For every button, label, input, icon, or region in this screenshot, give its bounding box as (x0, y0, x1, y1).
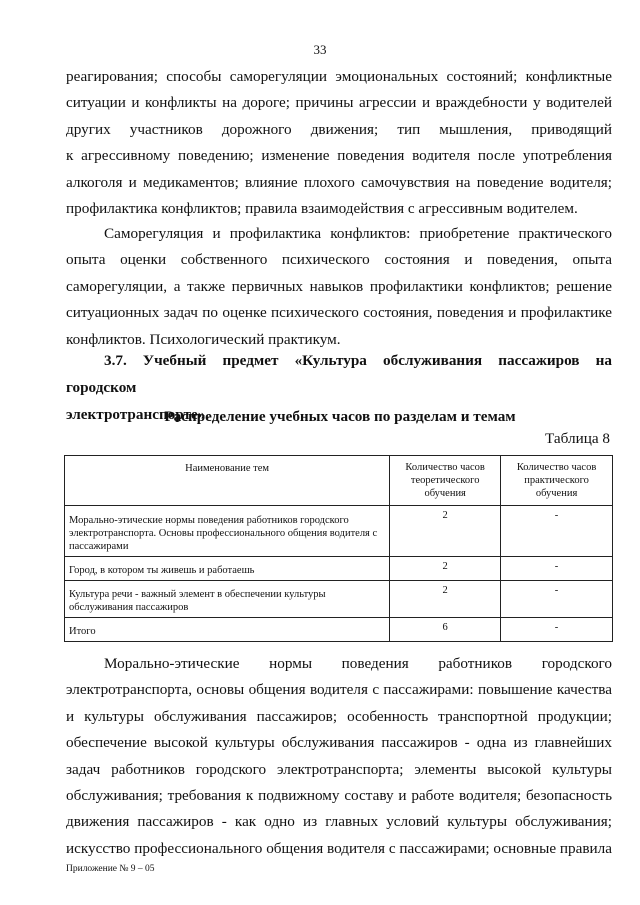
text-line: других участников дорожного движения; тип мышления, приводящий (66, 120, 612, 138)
paragraph-3 (66, 651, 612, 862)
paragraph-1 (66, 64, 612, 222)
text-line: обслуживания; требования к подвижному составу и работе водителя; безопасность (66, 787, 612, 805)
text-line: задач работников городского электротранспорта; элементы высокой культуры (66, 760, 612, 778)
heading-line: электротранспорте». (66, 406, 210, 423)
practice-hours-cell: - (501, 557, 613, 581)
theory-hours-cell: 2 (390, 506, 501, 557)
text-line: Морально-этические нормы поведения работников городского (104, 655, 612, 672)
text-line: Саморегуляция и профилактика конфликтов: приобретение практического (104, 225, 612, 242)
text-line: движения пассажиров - как одно из главных условий культуры обслуживания; (66, 813, 612, 831)
paragraph-2 (66, 221, 612, 353)
text-line: алкоголя и медикаментов; влияние плохого самочувствия на поведение водителя; (66, 173, 612, 191)
hours-table (64, 455, 613, 642)
text-line: и культуры обслуживания пассажиров; особенность транспортной продукции; (66, 707, 612, 725)
text-line: ситуации и конфликты на дороге; причины агрессии и враждебности у водителей (66, 94, 612, 112)
text-line: обеспечение высокой культуры обслуживания пассажиров - одна из главнейших (66, 734, 612, 752)
footer-annex-label: Приложение № 9 – 05 (66, 864, 155, 874)
text-line: ситуационных задач по оценке психического состояния, поведения и профилактике (66, 304, 612, 322)
topic-name-cell: Город, в котором ты живешь и работаешь (65, 557, 390, 581)
theory-hours-cell: 2 (390, 557, 501, 581)
text-line: конфликтов. Психологический практикум. (66, 330, 341, 348)
table-label: Таблица 8 (545, 430, 610, 447)
topic-name-cell: Культура речи - важный элемент в обеспечении культуры обслуживания пассажиров (65, 581, 390, 618)
page-number: 33 (313, 42, 327, 57)
header-topic-name: Наименование тем (65, 456, 390, 506)
heading-line: 3.7. Учебный предмет «Культура обслуживания пассажиров на городском (66, 352, 612, 396)
text-line: к агрессивному поведению; изменение поведения водителя после употребления (66, 147, 612, 165)
table-row (65, 506, 613, 557)
text-line: профилактика конфликтов; правила взаимодействия с агрессивным водителем. (66, 200, 578, 218)
text-line: реагирования; способы саморегуляции эмоциональных состояний; конфликтные (66, 68, 612, 85)
table-total-row (65, 618, 613, 642)
text-line: саморегуляции, а также первичных навыков профилактики конфликтов; решение (66, 277, 612, 295)
total-theory-hours-cell: 6 (390, 618, 501, 642)
header-practice-hours: Количество часов практического обучения (501, 456, 613, 506)
text-line: искусство профессионального общения водителя с пассажирами; основные правила (66, 839, 612, 857)
total-practice-hours-cell: - (501, 618, 613, 642)
practice-hours-cell: - (501, 506, 613, 557)
table-header-row (65, 456, 613, 506)
text-line: опыта оценки собственного психического состояния и поведения, опыта (66, 251, 612, 269)
table-row (65, 581, 613, 618)
topic-name-cell: Морально-этические нормы поведения работников городского электротранспорта. Основы профессионального общения водителя с пассажирами (65, 506, 390, 557)
table-row (65, 557, 613, 581)
theory-hours-cell: 2 (390, 581, 501, 618)
total-label-cell: Итого (65, 618, 390, 642)
practice-hours-cell: - (501, 581, 613, 618)
text-line: электротранспорта, основы общения водителя с пассажирами: повышение качества (66, 681, 612, 699)
table-title: Распределение учебных часов по разделам и темам (164, 408, 516, 425)
header-theory-hours: Количество часов теоретического обучения (390, 456, 501, 506)
